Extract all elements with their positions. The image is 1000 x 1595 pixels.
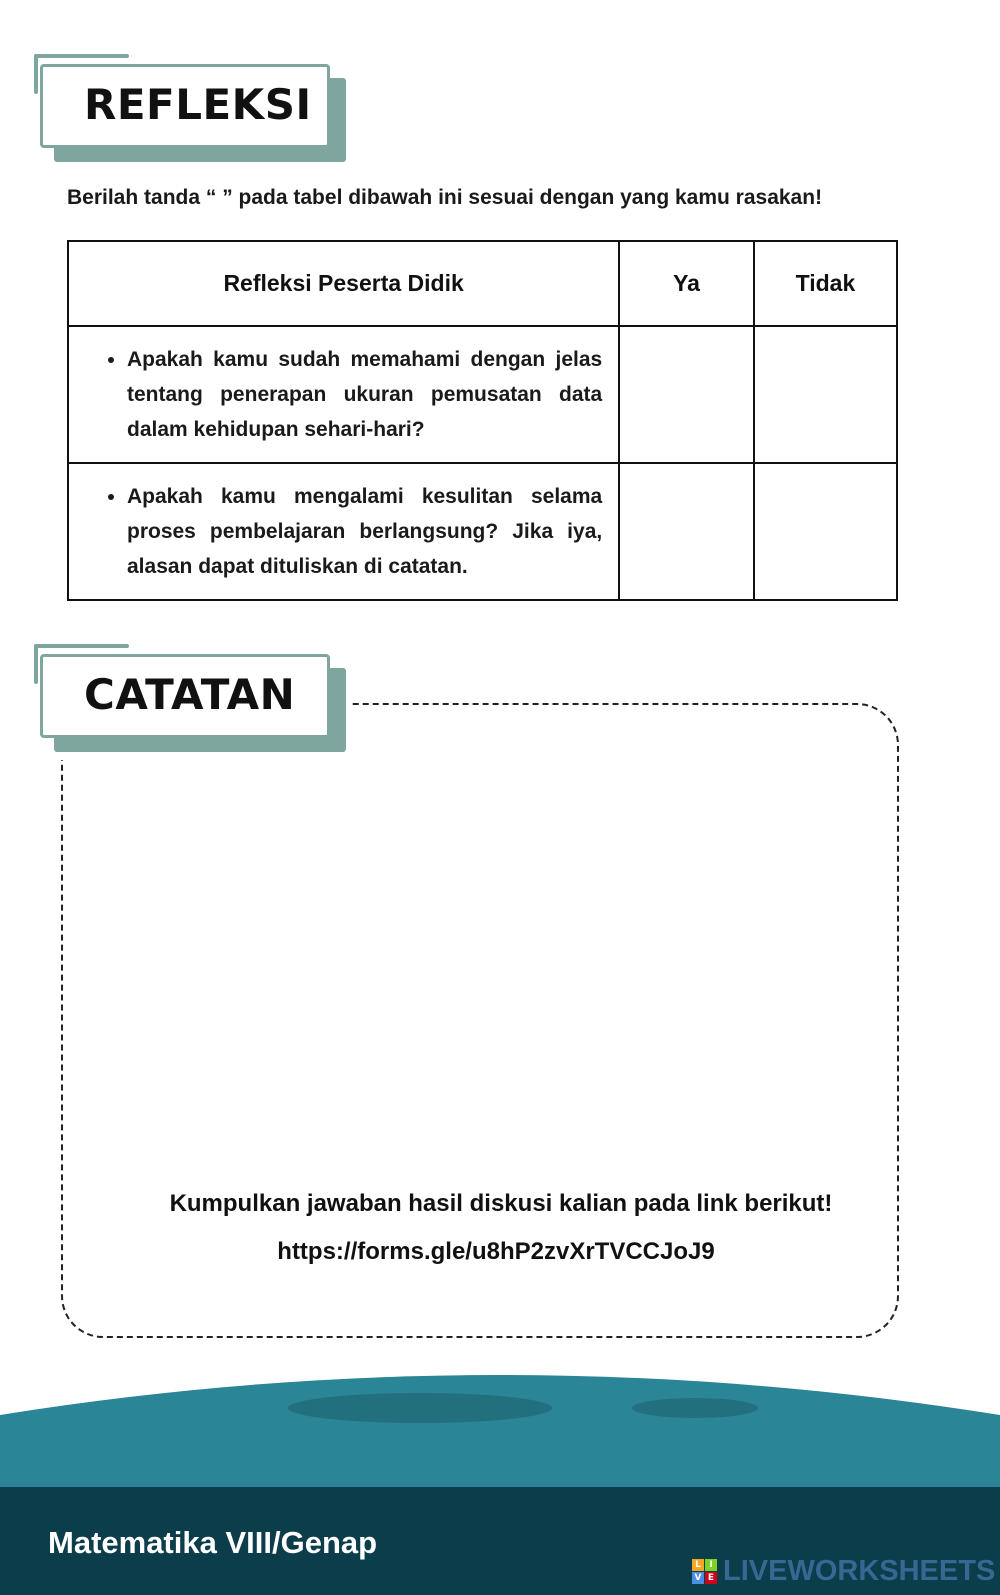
question-text: Apakah kamu sudah memahami dengan jelas tentang penerapan ukuran pemusatan data dalam kehidupan sehari-hari? [127,348,603,441]
catatan-heading-tag [36,650,346,760]
heading-tag-accent [34,54,38,94]
submit-link-wrapper [61,1238,931,1266]
answer-tidak-cell[interactable] [754,463,897,600]
submit-link[interactable]: https://forms.gle/u8hP2zvXrTVCCJoJ9 [277,1238,715,1265]
table-row [68,463,897,600]
answer-tidak-cell[interactable] [754,326,897,463]
question-cell [68,463,619,600]
heading-tag-accent [34,644,129,648]
answer-ya-cell[interactable] [619,463,754,600]
table-row [68,326,897,463]
refleksi-instruction: Berilah tanda “ ” pada tabel dibawah ini sesuai dengan yang kamu rasakan! [67,186,823,209]
logo-letter: L [692,1559,704,1571]
footer-subject: Matematika VIII/Genap [48,1525,378,1560]
logo-letter: V [692,1572,704,1584]
header-ya: Ya [619,241,754,326]
refleksi-heading-tag [36,60,346,170]
answer-ya-cell[interactable] [619,326,754,463]
logo-letter: E [705,1572,717,1584]
planet-crater [632,1398,758,1418]
question-cell [68,326,619,463]
liveworksheets-logo-icon [692,1559,717,1584]
table-header-row [68,241,897,326]
liveworksheets-watermark [692,1555,995,1587]
refleksi-title: REFLEKSI [84,80,312,129]
planet-crater [288,1393,552,1423]
watermark-text: LIVEWORKSHEETS [723,1554,996,1587]
question-text: Apakah kamu mengalami kesulitan selama proses pembelajaran berlangsung? Jika iya, alasan dapat dituliskan di catatan. [127,485,603,578]
header-refleksi-peserta-didik: Refleksi Peserta Didik [68,241,619,326]
catatan-title: CATATAN [84,670,296,719]
refleksi-table [67,240,898,601]
header-tidak: Tidak [754,241,897,326]
heading-tag-accent [34,54,129,58]
logo-letter: I [705,1559,717,1571]
submit-instruction: Kumpulkan jawaban hasil diskusi kalian pada link berikut! [169,1190,833,1217]
heading-tag-accent [34,644,38,684]
